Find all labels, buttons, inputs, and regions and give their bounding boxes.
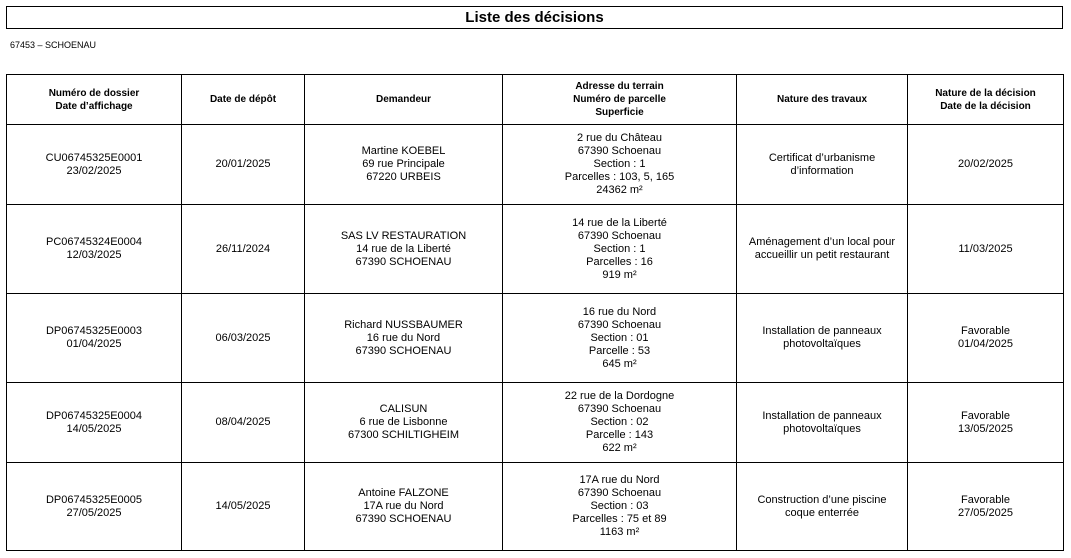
header-line: Date de la décision <box>940 100 1031 112</box>
travaux-line: coque enterrée <box>785 506 859 519</box>
decision-line: Favorable <box>961 409 1010 422</box>
adresse-line: 67390 Schoenau <box>577 487 662 499</box>
demandeur-line: 17A rue du Nord <box>363 500 444 512</box>
table-row <box>7 125 1064 205</box>
cell-depot <box>182 205 305 294</box>
travaux-line: Construction d’une piscine <box>757 493 887 506</box>
dossier-line: 14/05/2025 <box>66 422 122 435</box>
header-decision <box>908 75 1064 125</box>
cell-decision <box>908 205 1064 294</box>
table-row <box>7 205 1064 294</box>
cell-dossier <box>7 205 182 294</box>
cell-depot <box>182 383 305 463</box>
decision-line: Favorable <box>961 325 1010 337</box>
demandeur-line: Richard NUSSBAUMER <box>344 318 463 331</box>
cell-travaux <box>737 125 908 205</box>
adresse-line: Section : 02 <box>590 416 649 428</box>
demandeur-line: 67390 SCHOENAU <box>355 255 452 268</box>
travaux-line: accueillir un petit restaurant <box>754 249 890 261</box>
cell-adresse <box>503 383 737 463</box>
cell-depot <box>182 125 305 205</box>
adresse-line: 24362 m² <box>596 184 643 196</box>
dossier-line: DP06745325E0004 <box>45 409 143 422</box>
demandeur-line: 6 rue de Lisbonne <box>359 416 448 428</box>
demandeur-line: 69 rue Principale <box>362 158 445 170</box>
cell-depot <box>182 463 305 551</box>
cell-dossier <box>7 463 182 551</box>
table-row <box>7 383 1064 463</box>
demandeur-line: SAS LV RESTAURATION <box>340 229 467 242</box>
dossier-line: 12/03/2025 <box>66 249 122 261</box>
adresse-line: 67390 Schoenau <box>577 229 662 242</box>
cell-dossier <box>7 125 182 205</box>
adresse-line: Parcelle : 143 <box>585 429 654 441</box>
header-line: Nature de la décision <box>935 87 1036 99</box>
cell-travaux <box>737 463 908 551</box>
adresse-line: 17A rue du Nord <box>579 474 660 486</box>
adresse-line: 67390 Schoenau <box>577 318 662 331</box>
demandeur-line: 16 rue du Nord <box>366 331 441 344</box>
decision-line: Favorable <box>961 493 1010 506</box>
header-depot <box>182 75 305 125</box>
document-title: Liste des décisions <box>6 6 1063 29</box>
adresse-line: Section : 01 <box>590 331 649 344</box>
dossier-line: DP06745325E0005 <box>45 493 143 506</box>
cell-adresse <box>503 125 737 205</box>
adresse-line: Parcelles : 103, 5, 165 <box>564 171 675 183</box>
demandeur-line: 14 rue de la Liberté <box>356 242 451 255</box>
demandeur-line: 67220 URBEIS <box>366 171 441 183</box>
decision-line: 11/03/2025 <box>958 242 1013 255</box>
travaux-line: Installation de panneaux <box>762 325 882 337</box>
cell-demandeur <box>305 463 503 551</box>
header-adresse <box>503 75 737 125</box>
demandeur-line: 67390 SCHOENAU <box>355 344 452 357</box>
cell-decision <box>908 125 1064 205</box>
cell-travaux <box>737 294 908 383</box>
cell-travaux <box>737 205 908 294</box>
header-line: Adresse du terrain <box>575 81 664 92</box>
table-row <box>7 294 1064 383</box>
travaux-line: d’information <box>790 164 854 177</box>
header-line: Demandeur <box>375 94 431 105</box>
cell-demandeur <box>305 125 503 205</box>
header-line: Superficie <box>595 107 644 118</box>
adresse-line: 67390 Schoenau <box>577 145 662 157</box>
header-travaux <box>737 75 908 125</box>
header-line: Numéro de dossier <box>48 87 140 99</box>
dossier-line: 27/05/2025 <box>66 506 122 519</box>
depot-line: 26/11/2024 <box>215 242 271 255</box>
adresse-line: Section : 03 <box>590 500 649 512</box>
dossier-line: DP06745325E0003 <box>45 325 143 337</box>
cell-adresse <box>503 205 737 294</box>
adresse-line: 645 m² <box>602 357 637 370</box>
adresse-line: 919 m² <box>602 268 637 281</box>
dossier-line: PC06745324E0004 <box>45 236 143 248</box>
demandeur-line: 67390 SCHOENAU <box>355 513 452 525</box>
decision-line: 20/02/2025 <box>957 158 1014 170</box>
table-header-row <box>7 75 1064 125</box>
cell-adresse <box>503 463 737 551</box>
travaux-line: photovoltaïques <box>783 422 861 435</box>
header-line: Date d’affichage <box>55 100 133 112</box>
header-line: Numéro de parcelle <box>573 94 666 105</box>
decision-line: 01/04/2025 <box>957 338 1014 350</box>
adresse-line: 2 rue du Château <box>576 132 662 144</box>
adresse-line: 14 rue de la Liberté <box>572 216 667 229</box>
adresse-line: Parcelles : 75 et 89 <box>572 513 667 525</box>
travaux-line: Installation de panneaux <box>762 409 882 422</box>
adresse-line: Parcelles : 16 <box>586 255 653 268</box>
depot-line: 06/03/2025 <box>215 331 271 344</box>
dossier-line: 23/02/2025 <box>66 164 122 177</box>
cell-decision <box>908 463 1064 551</box>
adresse-line: Section : 1 <box>593 242 646 255</box>
cell-demandeur <box>305 205 503 294</box>
travaux-line: Certificat d’urbanisme <box>768 151 876 164</box>
adresse-line: 1163 m² <box>599 526 640 538</box>
demandeur-line: Antoine FALZONE <box>358 487 449 499</box>
cell-dossier <box>7 383 182 463</box>
header-line: Nature des travaux <box>776 94 868 105</box>
table-row <box>7 463 1064 551</box>
decisions-table <box>6 74 1064 551</box>
cell-demandeur <box>305 383 503 463</box>
decision-line: 13/05/2025 <box>957 422 1014 435</box>
decision-line: 27/05/2025 <box>957 506 1014 519</box>
travaux-line: Aménagement d’un local pour <box>748 236 896 248</box>
depot-line: 08/04/2025 <box>215 416 271 428</box>
cell-decision <box>908 383 1064 463</box>
cell-demandeur <box>305 294 503 383</box>
cell-decision <box>908 294 1064 383</box>
cell-adresse <box>503 294 737 383</box>
cell-travaux <box>737 383 908 463</box>
dossier-line: CU06745325E0001 <box>45 151 143 164</box>
adresse-line: 622 m² <box>602 442 637 454</box>
adresse-line: 67390 Schoenau <box>577 403 662 415</box>
adresse-line: 22 rue de la Dordogne <box>564 390 675 402</box>
commune-label: 67453 – SCHOENAU <box>10 40 97 50</box>
dossier-line: 01/04/2025 <box>66 338 122 350</box>
demandeur-line: 67300 SCHILTIGHEIM <box>347 429 460 441</box>
cell-depot <box>182 294 305 383</box>
header-demandeur <box>305 75 503 125</box>
header-line: Date de dépôt <box>209 94 277 105</box>
adresse-line: Parcelle : 53 <box>588 344 651 357</box>
demandeur-line: CALISUN <box>379 403 428 415</box>
demandeur-line: Martine KOEBEL <box>361 145 446 157</box>
travaux-line: photovoltaïques <box>783 338 861 350</box>
header-dossier <box>7 75 182 125</box>
adresse-line: 16 rue du Nord <box>582 305 657 318</box>
depot-line: 14/05/2025 <box>215 500 271 512</box>
adresse-line: Section : 1 <box>593 158 646 170</box>
depot-line: 20/01/2025 <box>215 158 271 170</box>
cell-dossier <box>7 294 182 383</box>
